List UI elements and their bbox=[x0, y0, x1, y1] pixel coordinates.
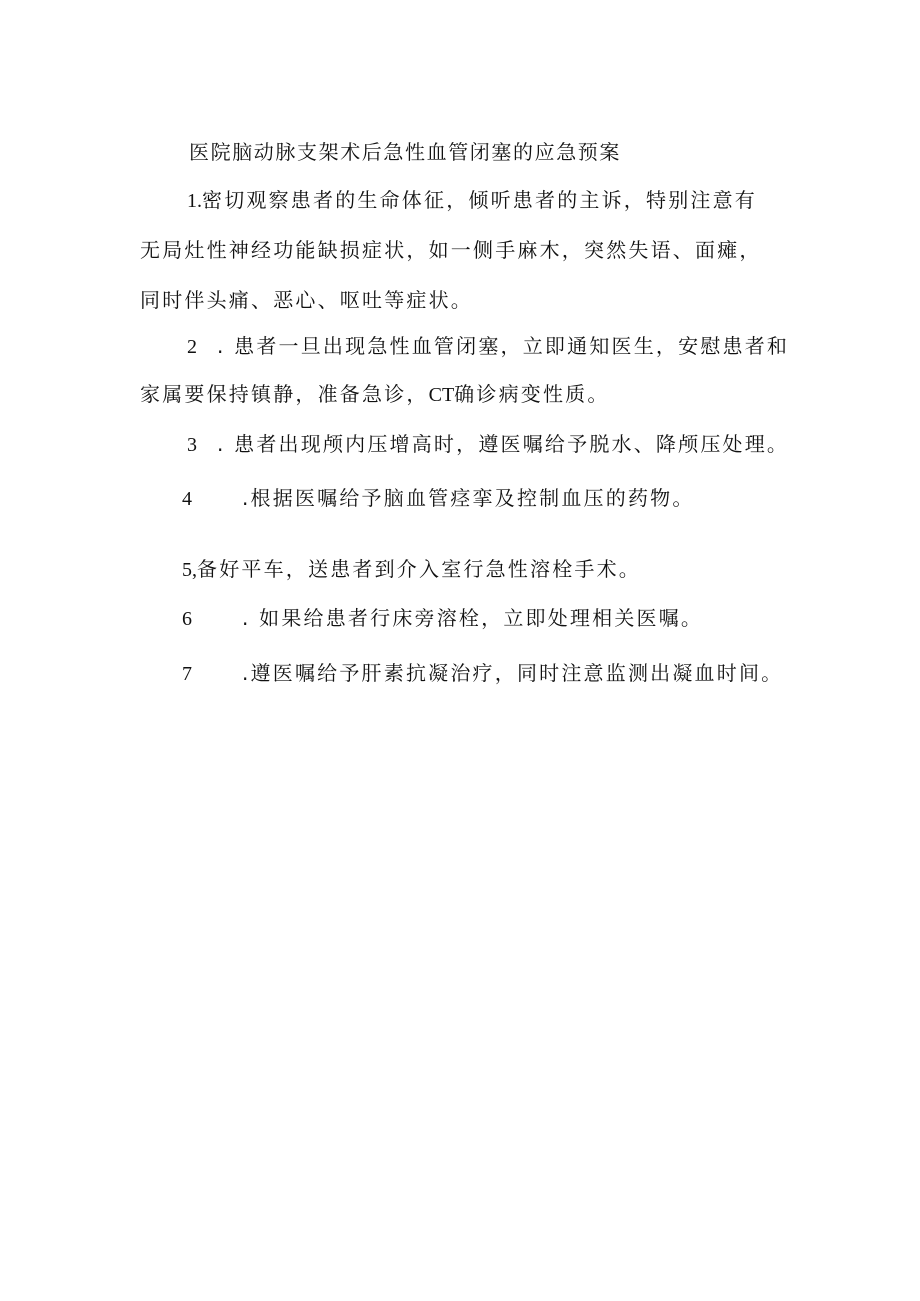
item-1-number: 1. bbox=[187, 190, 202, 212]
item-7-line-1 bbox=[182, 661, 783, 686]
item-2-text-1: . 患者一旦出现急性血管闭塞，立即通知医生，安慰患者和 bbox=[217, 334, 790, 358]
item-7-number: 7 bbox=[182, 663, 192, 685]
item-1-line-3: 同时伴头痛、恶心、呕吐等症状。 bbox=[140, 288, 473, 312]
item-6-text-1: . 如果给患者行床旁溶栓，立即处理相关医嘱。 bbox=[242, 606, 704, 630]
item-2-text-3: 确诊病变性质。 bbox=[454, 382, 610, 406]
item-2-line-1 bbox=[187, 334, 789, 359]
item-2-number: 2 bbox=[187, 336, 197, 358]
item-4-text-1: .根据医嘱给予脑血管痉挛及控制血压的药物。 bbox=[242, 486, 695, 510]
item-5-text-1: 备好平车，送患者到介入室行急性溶栓手术。 bbox=[197, 557, 641, 581]
item-2-text-2: 家属要保持镇静，准备急诊， bbox=[140, 382, 429, 406]
item-2-ct: CT bbox=[428, 384, 455, 406]
document-title: 医院脑动脉支架术后急性血管闭塞的应急预案 bbox=[189, 140, 621, 164]
item-1-line-2: 无局灶性神经功能缺损症状，如一侧手麻木，突然失语、面瘫， bbox=[140, 238, 762, 262]
item-4-number: 4 bbox=[182, 488, 192, 510]
item-6-number: 6 bbox=[182, 608, 192, 630]
item-1-line-1 bbox=[187, 188, 757, 213]
item-5-line-1 bbox=[182, 557, 641, 582]
item-3-text-1: . 患者出现颅内压增高时，遵医嘱给予脱水、降颅压处理。 bbox=[217, 432, 790, 456]
item-4-line-1 bbox=[182, 486, 695, 511]
item-1-text-1: 密切观察患者的生命体征，倾听患者的主诉，特别注意有 bbox=[202, 188, 757, 212]
item-3-number: 3 bbox=[187, 434, 197, 456]
item-6-line-1 bbox=[182, 606, 703, 631]
item-7-text-1: .遵医嘱给予肝素抗凝治疗，同时注意监测出凝血时间。 bbox=[242, 661, 784, 685]
item-2-line-2 bbox=[140, 382, 610, 407]
item-5-number: 5, bbox=[182, 559, 197, 581]
item-3-line-1 bbox=[187, 432, 789, 457]
